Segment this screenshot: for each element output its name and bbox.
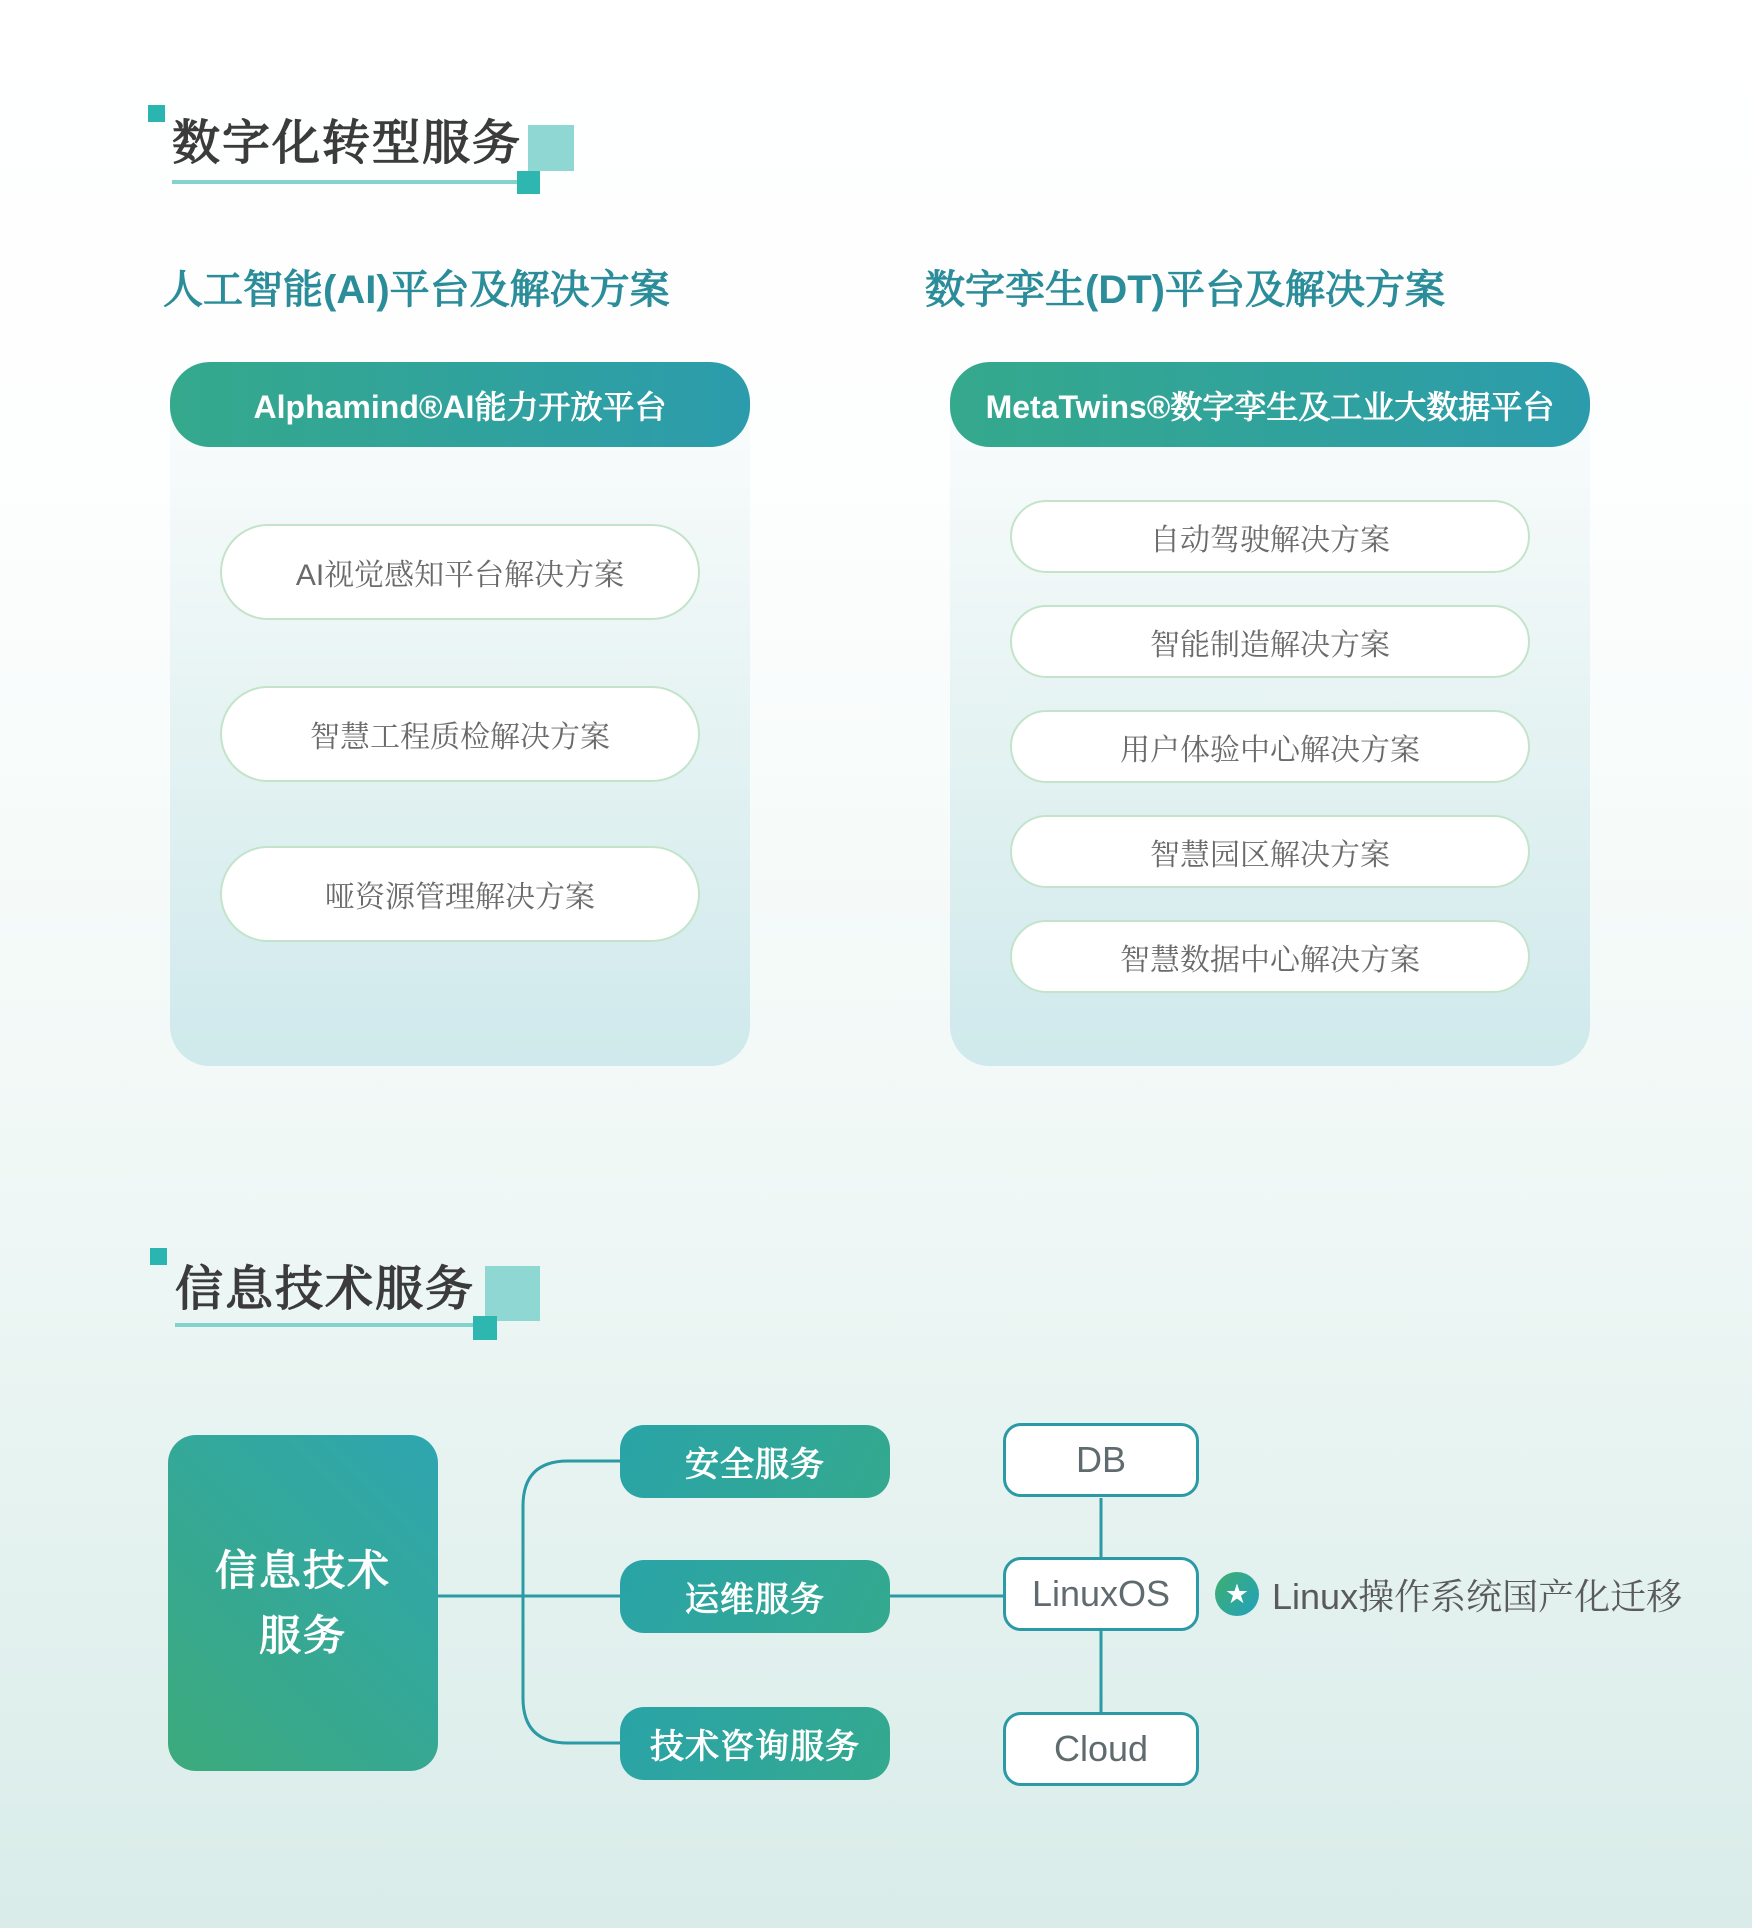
stack-db-box: DB [1003,1423,1199,1497]
branch-operations-services: 运维服务 [620,1560,890,1633]
list-item: 用户体验中心解决方案 [1010,710,1530,783]
star-icon: ★ [1215,1572,1259,1616]
ai-platform-card [170,362,750,1066]
title-accent-square-big [485,1266,540,1321]
title-accent-square-top [150,1248,167,1265]
list-item: AI视觉感知平台解决方案 [220,524,700,620]
title-accent-square-top [148,105,165,122]
title-underline [172,180,518,184]
dt-card-header: MetaTwins®数字孪生及工业大数据平台 [950,362,1590,447]
linux-migration-annotation: Linux操作系统国产化迁移 [1272,1575,1683,1617]
it-services-root-label: 信息技术 服务 [214,1546,391,1659]
branch-consulting-services: 技术咨询服务 [620,1707,890,1780]
dt-platform-card [950,362,1590,1066]
ai-card-header: Alphamind®AI能力开放平台 [170,362,750,447]
section-it-title: 信息技术服务 [175,1263,476,1316]
dt-column-header: 数字孪生(DT)平台及解决方案 [925,268,1445,312]
title-accent-square-big [528,125,574,171]
list-item: 智慧数据中心解决方案 [1010,920,1530,993]
stack-linuxos-box: LinuxOS [1003,1557,1199,1631]
it-services-root-box [168,1435,438,1771]
list-item: 智慧工程质检解决方案 [220,686,700,782]
list-item: 智慧园区解决方案 [1010,815,1530,888]
title-accent-square-bottom [517,171,540,194]
list-item: 智能制造解决方案 [1010,605,1530,678]
ai-column-header: 人工智能(AI)平台及解决方案 [163,268,670,312]
section-it-title-block [148,1248,568,1353]
stack-cloud-box: Cloud [1003,1712,1199,1786]
list-item: 哑资源管理解决方案 [220,846,700,942]
title-accent-square-bottom [473,1316,497,1340]
section-digital-title: 数字化转型服务 [172,117,523,170]
title-underline [175,1323,473,1327]
list-item: 自动驾驶解决方案 [1010,500,1530,573]
branch-security-services: 安全服务 [620,1425,890,1498]
section-digital-title-block [148,95,598,200]
